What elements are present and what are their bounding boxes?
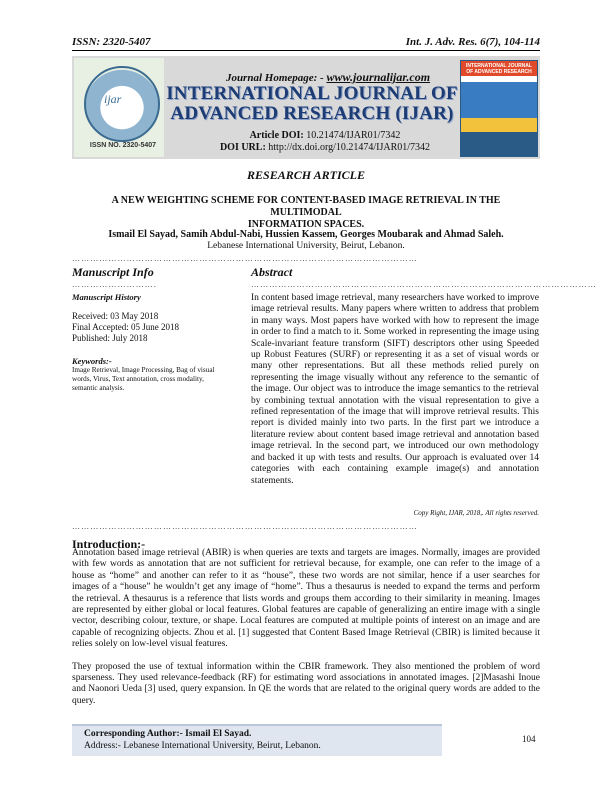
dotted-divider: ………………………. [72,280,157,289]
dotted-divider: …………………………………………………………………………………………………… [72,522,418,531]
journal-title: INTERNATIONAL JOURNAL OF ADVANCED RESEARCH (IJAR) [166,83,458,124]
keywords: Image Retrieval, Image Processing, Bag of visual words, Virus, Text annotation, cross modality, semantic analysis. [72,366,215,392]
citation-header: Int. J. Adv. Res. 6(7), 104-114 [405,36,540,48]
intro-paragraph: They proposed the use of textual information within the CBIR framework. They also mentioned the problem of word sparseness. They used relevance-feedback (RF) for estimating word associations in annotated images. [2]Masashi Inoue and Naonori Ueda [3] used, query expansion. In QE the words that are related to the original query words are added to the query. [72,661,540,706]
copyright: Copy Right, IJAR, 2018,. All rights reserved. [413,509,539,517]
corresponding-author-box [72,724,442,756]
doi-link[interactable]: http://dx.doi.org/10.21474/IJAR01/7342 [268,142,431,153]
issn-header: ISSN: 2320-5407 [72,36,151,48]
journal-logo [74,58,164,157]
dotted-divider: …………………………………………………………………………………………………… [251,280,597,289]
manuscript-info-heading: Manuscript Info [72,265,154,279]
cover-title: INTERNATIONAL JOURNAL OF ADVANCED RESEARCH [466,63,532,75]
journal-banner [72,56,540,159]
article-doi: Article DOI: 10.21474/IJAR01/7342 DOI URL: http://dx.doi.org/10.21474/IJAR01/7342 [219,130,431,153]
intro-paragraph: Annotation based image retrieval (ABIR) is when queries are texts and targets are images. Normally, images are provided with few words as annotation that are not sufficient for retrieval because, for example, one can refer to the image of a house as “home” and another can refer to it as “house”, these two words are not similar, hence if a user searches for images of a “house” he wouldn’t get any image of “home”. Thus a thesaurus is needed to expand the terms and perform the retrieval. A thesaurus is a reference that lists words and groups them according to their similarity in meaning. Images are represented by either global or local features. Global features are capable of generalizing an entire image with a single vector, describing colour, texture, or shape. Local features are computed at multiple points of interest on an image and are capable of recognizing objects. Zhou et al. [1] suggested that Content Based Image Retrieval (CBIR) is limited because it relies solely on low-level visual features. [72,548,540,650]
page-number: 104 [522,734,536,744]
journal-homepage: Journal Homepage: - www.journalijar.com [225,70,431,84]
logo-issn: ISSN NO. 2320-5407 [89,142,157,149]
manuscript-dates: Received: 03 May 2018 Final Accepted: 05 June 2018 Published: July 2018 [72,311,179,343]
manuscript-history-label: Manuscript History [72,292,141,302]
header-divider [72,50,540,51]
introduction-heading: Introduction:- [72,537,146,551]
article-type: RESEARCH ARTICLE [247,168,365,182]
journal-homepage-link[interactable]: www.journalijar.com [326,70,431,84]
keywords-label: Keywords:- [72,356,112,366]
affiliation: Lebanese International University, Beirut, Lebanon. [207,241,405,251]
logo-emblem-icon [84,66,160,142]
introduction-body [72,548,540,718]
dotted-divider: …………………………………………………………………………………………………… [72,254,418,263]
author-list: Ismail El Sayad, Samih Abdul-Nabi, Hussien Kassem, Georges Moubarak and Ahmad Saleh. [108,229,504,240]
journal-cover-image [460,60,538,157]
article-title: A NEW WEIGHTING SCHEME FOR CONTENT-BASED IMAGE RETRIEVAL IN THE MULTIMODAL INFORMATION SPACES. [111,195,501,230]
author-address: Address:- Lebanese International University, Beirut, Lebanon. [84,741,321,751]
logo-text: ijar [104,92,122,106]
abstract-heading: Abstract [251,265,293,279]
abstract-text: In content based image retrieval, many researchers have worked to improve image retrieval results. Many papers where written to address that problem in many ways. Most papers have worked with how to represent the image in order to find a match to it. Some worked in representing the image using Scale-invariant feature transform (SIFT) descriptors other using Speeded up Robust Features (SURF) or representing it as a set of visual words or many other representations. But all these methods relied purely on representing the image visually without any reference to the semantic of the image. Our object was to introduce the image semantics to the retrieval by combining textual annotation with the visual representation to give a refined representation of the image that will improve retrieval results. This report is divided mainly into two parts. In the first part we introduce a literature review about content based image retrieval and annotation based image retrieval. In the second part, we introduced our own methodology and backed it up with tests and results. Our approach is evaluated over 14 categories with each containing example image(s) and annotation statements. [251,293,539,486]
corresponding-author: Corresponding Author:- Ismail El Sayad. [84,729,252,739]
